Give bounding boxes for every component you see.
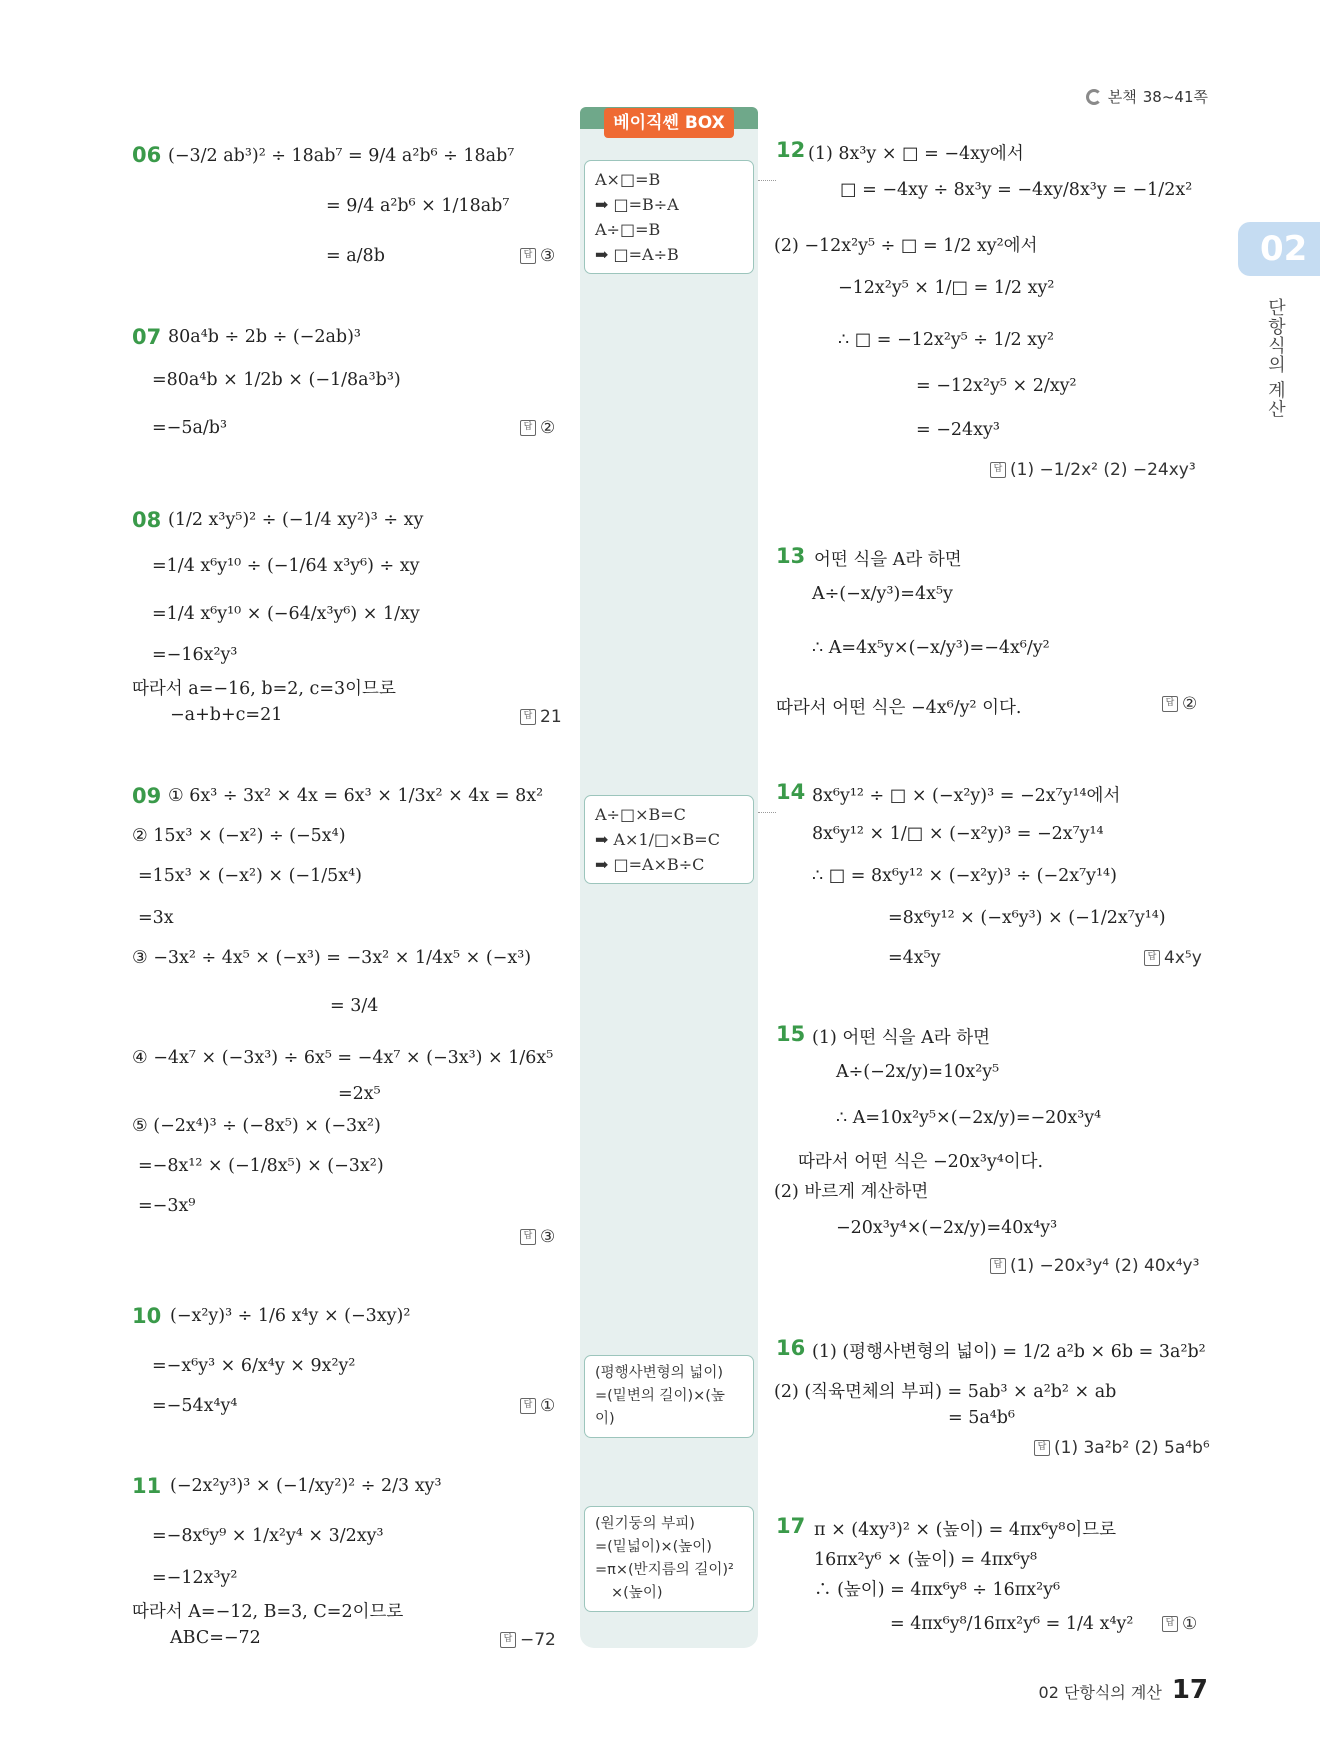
chapter-tab: 02	[1238, 222, 1320, 276]
solution-line: ④ −4x⁷ × (−3x³) ÷ 6x⁵ = −4x⁷ × (−3x³) × 1/6x⁵	[132, 1048, 554, 1068]
answer	[520, 707, 562, 727]
solution-line: (1) 어떤 식을 A라 하면	[812, 1028, 991, 1048]
tip-line: ×(높이)	[611, 1585, 663, 1601]
problem-number: 10	[132, 1304, 162, 1328]
solution-line: =−54x⁴y⁴	[152, 1396, 238, 1416]
answer	[520, 246, 555, 266]
basic-box-title: 베이직쎈 BOX	[604, 108, 734, 138]
solution-line: (2) 바르게 계산하면	[774, 1182, 929, 1202]
answer	[1162, 1614, 1197, 1634]
reference-page-range: 38~41쪽	[1142, 88, 1208, 106]
tip-box-3	[584, 1355, 754, 1438]
answer-mark-icon: 답	[1162, 1616, 1178, 1632]
answer-value: ②	[1182, 694, 1198, 714]
answer-value: 21	[540, 707, 562, 727]
answer-mark-icon: 답	[520, 420, 536, 436]
solution-line: ABC=−72	[170, 1628, 261, 1648]
answer-value: ②	[540, 418, 556, 438]
solution-line: =3x	[138, 908, 174, 928]
problem-number: 06	[132, 143, 162, 167]
tip-line: (원기둥의 부피)	[595, 1516, 695, 1532]
solution-line: =−x⁶y³ × 6/x⁴y × 9x²y²	[152, 1356, 356, 1376]
tip-line: (평행사변형의 넓이)	[595, 1365, 723, 1381]
solution-line: (1/2 x³y⁵)² ÷ (−1/4 xy²)³ ÷ xy	[168, 510, 424, 530]
problem-number: 16	[776, 1336, 806, 1360]
solution-line: (−3/2 ab³)² ÷ 18ab⁷ = 9/4 a²b⁶ ÷ 18ab⁷	[168, 146, 515, 166]
solution-line: =1/4 x⁶y¹⁰ × (−64/x³y⁶) × 1/xy	[152, 604, 420, 624]
solution-line: (1) 8x³y × □ = −4xy에서	[808, 144, 1024, 164]
page-footer	[1039, 1675, 1208, 1705]
answer-value: 4x⁵y	[1164, 948, 1202, 968]
solution-line: =2x⁵	[338, 1084, 381, 1104]
solution-line: ∴ A=10x²y⁵×(−2x/y)=−20x³y⁴	[836, 1108, 1102, 1128]
solution-line: =−16x²y³	[152, 645, 238, 665]
problem-number: 08	[132, 508, 162, 532]
solution-line: 8x⁶y¹² × 1/□ × (−x²y)³ = −2x⁷y¹⁴	[812, 824, 1104, 844]
answer	[990, 1256, 1199, 1276]
footer-chapter-label: 02 단항식의 계산	[1038, 1683, 1162, 1702]
answer-mark-icon: 답	[520, 1398, 536, 1414]
solution-line: ② 15x³ × (−x²) ÷ (−5x⁴)	[132, 826, 346, 846]
solution-line: = 9/4 a²b⁶ × 1/18ab⁷	[326, 196, 510, 216]
answer	[520, 1396, 555, 1416]
tip-line: A÷□×B=C	[595, 805, 686, 824]
answer-mark-icon: 답	[520, 1229, 536, 1245]
solution-line: =−8x¹² × (−1/8x⁵) × (−3x²)	[138, 1156, 384, 1176]
tip-box-1	[584, 160, 754, 274]
problem-number: 13	[776, 544, 806, 568]
tip-line: A×□=B	[595, 170, 661, 189]
solution-line: (2) (직육면체의 부피) = 5ab³ × a²b² × ab	[774, 1382, 1117, 1402]
solution-line: ③ −3x² ÷ 4x⁵ × (−x³) = −3x² × 1/4x⁵ × (−x³)	[132, 948, 532, 968]
problem-number: 15	[776, 1022, 806, 1046]
solution-line: 80a⁴b ÷ 2b ÷ (−2ab)³	[168, 327, 361, 347]
solution-line: ∴ (높이) = 4πx⁶y⁸ ÷ 16πx²y⁶	[814, 1580, 1061, 1600]
solution-line: =15x³ × (−x²) × (−1/5x⁴)	[138, 866, 362, 886]
answer-mark-icon: 답	[500, 1632, 516, 1648]
solution-line: ⑤ (−2x⁴)³ ÷ (−8x⁵) × (−3x²)	[132, 1116, 381, 1136]
solution-line: =−5a/b³	[152, 418, 228, 438]
tip-line: =(밑변의 길이)×(높이)	[595, 1388, 725, 1427]
answer	[990, 460, 1196, 480]
solution-line: = −24xy³	[916, 420, 1000, 440]
solution-line: ∴ A=4x⁵y×(−x/y³)=−4x⁶/y²	[812, 638, 1050, 658]
answer-value: −72	[520, 1630, 556, 1650]
solution-line: =−3x⁹	[138, 1196, 196, 1216]
answer-mark-icon: 답	[1144, 950, 1160, 966]
solution-line: = 5a⁴b⁶	[948, 1408, 1016, 1428]
problem-number: 14	[776, 780, 806, 804]
solution-line: −12x²y⁵ × 1/□ = 1/2 xy²	[838, 278, 1055, 298]
answer-value: ③	[540, 1227, 556, 1247]
solution-line: A÷(−2x/y)=10x²y⁵	[836, 1062, 1000, 1082]
tip-box-2	[584, 795, 754, 884]
answer-mark-icon: 답	[520, 709, 536, 725]
problem-number: 12	[776, 138, 806, 162]
solution-line: = a/8b	[326, 246, 385, 266]
answer-value: (1) −1/2x² (2) −24xy³	[1010, 460, 1196, 480]
solution-line: 8x⁶y¹² ÷ □ × (−x²y)³ = −2x⁷y¹⁴에서	[812, 786, 1121, 806]
problem-number: 07	[132, 325, 162, 349]
solution-line: 16πx²y⁶ × (높이) = 4πx⁶y⁸	[814, 1550, 1038, 1570]
solution-line: □ = −4xy ÷ 8x³y = −4xy/8x³y = −1/2x²	[840, 180, 1193, 200]
solution-line: (−x²y)³ ÷ 1/6 x⁴y × (−3xy)²	[170, 1306, 411, 1326]
tip-line: ➡ □=A÷B	[595, 245, 679, 264]
solution-line: ∴ □ = 8x⁶y¹² × (−x²y)³ ÷ (−2x⁷y¹⁴)	[812, 866, 1117, 886]
answer-mark-icon: 답	[990, 1258, 1006, 1274]
answer-value: ③	[540, 246, 556, 266]
answer	[1034, 1438, 1210, 1458]
answer	[520, 418, 555, 438]
solution-line: =−8x⁶y⁹ × 1/x²y⁴ × 3/2xy³	[152, 1526, 384, 1546]
answer-mark-icon: 답	[520, 248, 536, 264]
answer-mark-icon: 답	[990, 462, 1006, 478]
solution-line: =80a⁴b × 1/2b × (−1/8a³b³)	[152, 370, 401, 390]
solution-line: =1/4 x⁶y¹⁰ ÷ (−1/64 x³y⁶) ÷ xy	[152, 556, 420, 576]
refresh-icon	[1086, 89, 1102, 105]
solution-line: −20x³y⁴×(−2x/y)=40x⁴y³	[836, 1218, 1058, 1238]
solution-line: 따라서 a=−16, b=2, c=3이므로	[132, 679, 396, 699]
tip-line: ➡ □=B÷A	[595, 195, 679, 214]
answer-mark-icon: 답	[1162, 696, 1178, 712]
connector	[758, 812, 776, 813]
answer-mark-icon: 답	[1034, 1440, 1050, 1456]
answer	[520, 1227, 555, 1247]
reference-pages	[1086, 86, 1208, 107]
solution-line: (2) −12x²y⁵ ÷ □ = 1/2 xy²에서	[774, 236, 1038, 256]
solution-line: π × (4xy³)² × (높이) = 4πx⁶y⁸이므로	[814, 1520, 1117, 1540]
problem-number: 17	[776, 1514, 806, 1538]
chapter-title: 단항식의 계산	[1265, 298, 1286, 419]
answer-value: (1) 3a²b² (2) 5a⁴b⁶	[1054, 1438, 1210, 1458]
problem-number: 11	[132, 1474, 162, 1498]
tip-line: A÷□=B	[595, 220, 661, 239]
solution-line: ① 6x³ ÷ 3x² × 4x = 6x³ × 1/3x² × 4x = 8x²	[168, 786, 544, 806]
solution-line: =−12x³y²	[152, 1568, 238, 1588]
tip-line: =π×(반지름의 길이)²	[595, 1562, 734, 1578]
reference-label: 본책	[1107, 88, 1137, 106]
solution-line: = −12x²y⁵ × 2/xy²	[916, 376, 1077, 396]
solution-line: A÷(−x/y³)=4x⁵y	[812, 584, 953, 604]
answer-value: ①	[540, 1396, 556, 1416]
page-number: 17	[1171, 1675, 1208, 1705]
solution-line: =4x⁵y	[888, 948, 941, 968]
solution-line: =8x⁶y¹² × (−x⁶y³) × (−1/2x⁷y¹⁴)	[888, 908, 1166, 928]
solution-line: (−2x²y³)³ × (−1/xy²)² ÷ 2/3 xy³	[170, 1476, 442, 1496]
solution-line: (1) (평행사변형의 넓이) = 1/2 a²b × 6b = 3a²b²	[812, 1342, 1206, 1362]
solution-line: ∴ □ = −12x²y⁵ ÷ 1/2 xy²	[838, 330, 1055, 350]
answer-value: (1) −20x³y⁴ (2) 40x⁴y³	[1010, 1256, 1200, 1276]
solution-line: = 4πx⁶y⁸/16πx²y⁶ = 1/4 x⁴y²	[890, 1614, 1134, 1634]
problem-number: 09	[132, 784, 162, 808]
tip-line: ➡ □=A×B÷C	[595, 855, 705, 874]
solution-line: 어떤 식을 A라 하면	[814, 550, 962, 570]
solution-line: 따라서 A=−12, B=3, C=2이므로	[132, 1602, 404, 1622]
answer	[1144, 948, 1202, 968]
solution-line: 따라서 어떤 식은 −20x³y⁴이다.	[798, 1152, 1044, 1172]
solution-line: = 3/4	[330, 996, 379, 1016]
answer	[500, 1630, 556, 1650]
solution-line: −a+b+c=21	[170, 705, 283, 725]
solution-line: 따라서 어떤 식은 −4x⁶/y² 이다.	[776, 698, 1022, 718]
answer-value: ①	[1182, 1614, 1198, 1634]
tip-line: ➡ A×1/□×B=C	[595, 830, 720, 849]
answer	[1162, 694, 1197, 714]
tip-box-4	[584, 1506, 754, 1612]
connector	[758, 180, 776, 181]
tip-line: =(밑넓이)×(높이)	[595, 1539, 712, 1555]
